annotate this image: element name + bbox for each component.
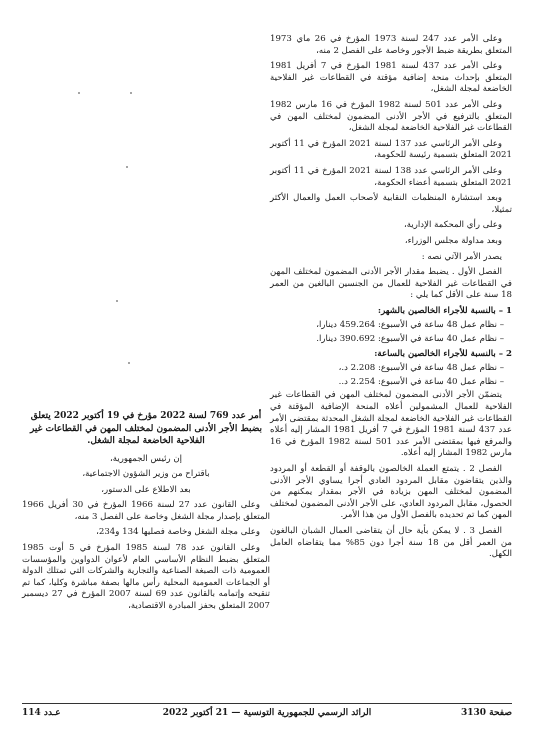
paragraph: وعلى رأي المحكمة الإدارية، [403,220,502,231]
speck [128,362,130,364]
paragraph: الفصل الأول . يضبط مقدار الأجر الأدنى المضمون لمختلف المهن في القطاعات غير الفلاحية للعمال من الجنسين البالغين من العمر 18 سنة على الأقل كما يلي : [270,267,512,301]
paragraph: وعلى مجلة الشغل وخاصة فصليها 134 و234، [96,527,260,538]
decree-769-block [22,410,270,617]
speck [126,166,128,168]
right-column [270,34,512,565]
paragraph: وعلى الأمر الرئاسي عدد 137 لسنة 2021 المؤرخ في 11 أكتوبر 2021 المتعلق بتسمية رئيسة للحكومة، [270,138,512,161]
paragraph: بعد الاطلاع على الدستور، [101,484,191,495]
paragraph: وعلى القانون عدد 78 لسنة 1985 المؤرخ في 5 أوت 1985 المتعلق بضبط النظام الأساسي العام لأعوان الدواوين والمؤسسات العمومية ذات الصبغة الصناعية والتجارية والشركات التي تمتلك الدولة أو الجماعات العمومية المحلية رأس مالها بصفة مباشرة وكليا، كما تم تنقيحه وإتمامه بالقانون عدد 69 لسنة 2007 المؤرخ في 27 ديسمبر 2007 المتعلق بحفز المبادرة الاقتصادية، [22,543,271,612]
page-number: صفحة 3130 [460,708,512,718]
gazette-name-date: الرائد الرسمي للجمهورية التونسية — 21 أكتوبر 2022 [162,708,372,718]
decree-title: أمر عدد 769 لسنة 2022 مؤرخ في 19 أكتوبر 2022 يتعلق بضبط الأجر الأدنى المضمون لمختلف المهن في القطاعات غير الفلاحية الخاضعة لمجلة الشغل. [29,411,263,446]
paragraph: وعلى الأمر عدد 437 لسنة 1981 المؤرخ في 7 أفريل 1981 المتعلق بإحداث منحة إضافية مؤقتة في القطاعات غير الفلاحية الخاضعة لمجلة الشغل، [270,61,512,95]
paragraph: إن رئيس الجمهورية، [109,453,183,464]
paragraph: الفصل 3 . لا يمكن بأية حال أن يتقاضى العمال الشبان البالغون من العمر أقل من 18 سنة أجرا دون 85% مما يتقاضاه العامل الكهل. [270,525,512,560]
page-footer [22,703,512,718]
speck [130,92,132,94]
paragraph: الفصل 2 . يتمتع العملة الخالصون بالوقفة أو القطعة أو المردود والذين يتقاضون مقابل المردود العادي أجرا يساوي الأجر الأدنى المضمون لمختلف المهن بزيادة في الأجر بمقدار يمكنهم من الحصول، مقابل المردود العادي، على الأجر الأدنى المضمون لمختلف المهن كما تم تحديده بالفصل الأول من هذا الأمر. [270,464,512,521]
paragraph: وعلى الأمر عدد 247 لسنة 1973 المؤرخ في 26 ماي 1973 المتعلق بطريقة ضبط الأجور وخاصة على الفصل 2 منه، [270,34,512,56]
list-item: – نظام عمل 40 ساعة في الأسبوع: 390.692 دينارا. [316,334,504,345]
issue-number: عـدد 114 [22,708,61,718]
list-item: – نظام عمل 48 ساعة في الأسبوع: 459.264 دينارا، [316,320,504,331]
speck [78,92,80,94]
paragraph: وبعد استشارة المنظمات النقابية لأصحاب العمل والعمال الأكثر تمثيلا، [270,193,512,215]
list-item: – نظام عمل 48 ساعة في الأسبوع: 2.208 د.، [338,363,504,374]
speck [116,300,118,302]
section-heading: 2 – بالنسبة للأجراء الخالصين بالساعة: [374,348,512,359]
paragraph: وعلى الأمر عدد 501 لسنة 1982 المؤرخ في 16 مارس 1982 المتعلق بالترفيع في الأجر الأدنى المضمون لمختلف المهن في القطاعات غير الفلاحية الخاضعة لمجلة الشغل، [270,99,512,134]
paragraph: وعلى القانون عدد 27 لسنة 1966 المؤرخ في 30 أفريل 1966 المتعلق بإصدار مجلة الشغل وخاصة على الفصل 3 منه، [22,500,270,522]
paragraph: وبعد مداولة مجلس الوزراء، [404,235,502,246]
decree-preamble [22,454,270,613]
paragraph: يصدر الأمر الآتي نصه : [421,251,502,262]
paragraph: وعلى الأمر الرئاسي عدد 138 لسنة 2021 المؤرخ في 11 أكتوبر 2021 المتعلق بتسمية أعضاء الحكومة، [270,165,512,188]
section-heading: 1 – بالنسبة للأجراء الخالصين بالشهر: [377,305,512,316]
paragraph: يتضمّن الأجر الأدنى المضمون لمختلف المهن في القطاعات غير الفلاحية للعمال المشمولين أعلاه المنحة الإضافية المؤقتة في القطاعات غير الفلاحية الخاضعة لمجلة الشغل المحدثة بمقتضى الأمر عدد 437 لسنة 1981 المؤرخ في 7 أفريل 1981 المشار إليه أعلاه والمرفع فيها بمقتضى الأمر عدد 501 لسنة 1982 المؤرخ في 16 مارس 1982 المشار إليه أعلاه. [270,390,512,459]
list-item: – نظام عمل 40 ساعة في الأسبوع: 2.254 د.. [338,376,504,387]
paragraph: باقتراح من وزير الشؤون الاجتماعية، [82,469,210,480]
